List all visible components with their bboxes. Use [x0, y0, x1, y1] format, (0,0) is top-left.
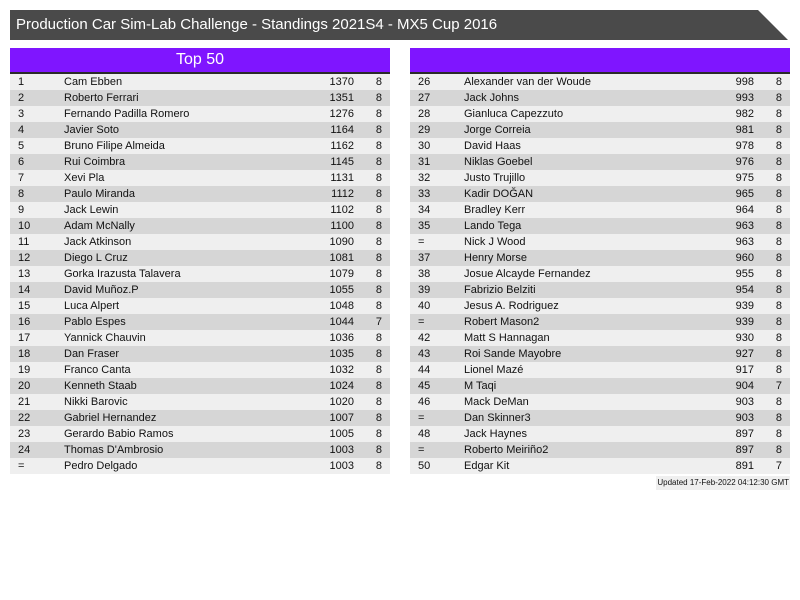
table-row	[410, 234, 790, 250]
rounds-cell: 7	[775, 460, 782, 472]
table-row	[10, 202, 390, 218]
driver-name-cell: Cam Ebben	[64, 76, 123, 88]
standings-rows-left	[10, 74, 390, 474]
position-cell: =	[418, 316, 425, 328]
points-cell: 978	[735, 140, 754, 152]
rounds-cell: 8	[775, 172, 782, 184]
table-row	[10, 266, 390, 282]
points-cell: 963	[735, 220, 754, 232]
driver-name-cell: Henry Morse	[464, 252, 527, 264]
rounds-cell: 8	[775, 348, 782, 360]
driver-name-cell: Roberto Meiriño2	[464, 444, 549, 456]
table-row	[410, 346, 790, 362]
table-row	[10, 74, 390, 90]
rounds-cell: 8	[375, 252, 382, 264]
position-cell: 32	[418, 172, 431, 184]
points-cell: 897	[735, 444, 754, 456]
table-row	[10, 442, 390, 458]
points-cell: 1164	[330, 124, 354, 136]
driver-name-cell: Dan Skinner3	[464, 412, 531, 424]
driver-name-cell: Nick J Wood	[464, 236, 526, 248]
table-row	[10, 250, 390, 266]
table-row	[410, 106, 790, 122]
position-cell: 11	[18, 236, 30, 248]
rounds-cell: 8	[775, 108, 782, 120]
rounds-cell: 8	[775, 220, 782, 232]
position-cell: 19	[18, 364, 31, 376]
position-cell: 16	[18, 316, 31, 328]
table-row	[10, 234, 390, 250]
points-cell: 1100	[330, 220, 354, 232]
rounds-cell: 8	[375, 172, 382, 184]
position-cell: 33	[418, 188, 431, 200]
rounds-cell: 8	[775, 444, 782, 456]
points-cell: 927	[735, 348, 754, 360]
table-row	[10, 410, 390, 426]
table-row	[410, 426, 790, 442]
panel-heading-right	[410, 48, 790, 74]
table-row	[10, 346, 390, 362]
rounds-cell: 8	[775, 252, 782, 264]
position-cell: 46	[418, 396, 431, 408]
position-cell: 28	[418, 108, 431, 120]
table-row	[410, 394, 790, 410]
position-cell: 18	[18, 348, 31, 360]
position-cell: 10	[18, 220, 31, 232]
rounds-cell: 8	[775, 140, 782, 152]
driver-name-cell: Alexander van der Woude	[464, 76, 591, 88]
driver-name-cell: Xevi Pla	[64, 172, 105, 184]
points-cell: 1102	[330, 204, 354, 216]
rounds-cell: 8	[375, 204, 382, 216]
rounds-cell: 8	[375, 412, 382, 424]
table-row	[410, 362, 790, 378]
points-cell: 1090	[329, 236, 354, 248]
points-cell: 993	[735, 92, 754, 104]
points-cell: 964	[735, 204, 754, 216]
rounds-cell: 8	[375, 332, 382, 344]
driver-name-cell: Gerardo Babio Ramos	[64, 428, 174, 440]
table-row	[10, 426, 390, 442]
position-cell: 37	[418, 252, 431, 264]
points-cell: 1351	[329, 92, 354, 104]
rounds-cell: 8	[775, 332, 782, 344]
rounds-cell: 8	[775, 124, 782, 136]
points-cell: 1032	[329, 364, 354, 376]
driver-name-cell: Lionel Mazé	[464, 364, 524, 376]
driver-name-cell: M Taqi	[464, 380, 497, 392]
rounds-cell: 8	[375, 220, 382, 232]
driver-name-cell: Jorge Correia	[464, 124, 531, 136]
driver-name-cell: Kenneth Staab	[64, 380, 137, 392]
points-cell: 955	[735, 268, 754, 280]
table-row	[10, 394, 390, 410]
points-cell: 1081	[329, 252, 354, 264]
driver-name-cell: Jack Johns	[464, 92, 520, 104]
rounds-cell: 8	[375, 124, 382, 136]
standings-panel-left	[10, 48, 390, 474]
table-row	[10, 170, 390, 186]
rounds-cell: 8	[375, 364, 382, 376]
driver-name-cell: Mack DeMan	[464, 396, 529, 408]
rounds-cell: 8	[775, 412, 782, 424]
driver-name-cell: Matt S Hannagan	[464, 332, 550, 344]
position-cell: 23	[18, 428, 31, 440]
points-cell: 1036	[329, 332, 354, 344]
rounds-cell: 8	[375, 444, 382, 456]
driver-name-cell: Gianluca Capezzuto	[464, 108, 564, 120]
driver-name-cell: Fabrizio Belziti	[464, 284, 536, 296]
points-cell: 930	[735, 332, 754, 344]
position-cell: 48	[418, 428, 431, 440]
position-cell: 1	[18, 76, 25, 88]
points-cell: 1048	[329, 300, 354, 312]
points-cell: 976	[735, 156, 754, 168]
position-cell: 14	[18, 284, 31, 296]
driver-name-cell: Pablo Espes	[64, 316, 126, 328]
points-cell: 1055	[329, 284, 354, 296]
rounds-cell: 8	[375, 236, 382, 248]
driver-name-cell: Dan Fraser	[64, 348, 120, 360]
driver-name-cell: Gabriel Hernandez	[64, 412, 157, 424]
driver-name-cell: Edgar Kit	[464, 460, 510, 472]
points-cell: 1276	[329, 108, 354, 120]
points-cell: 981	[735, 124, 754, 136]
driver-name-cell: Nikki Barovic	[64, 396, 128, 408]
driver-name-cell: Justo Trujillo	[464, 172, 526, 184]
position-cell: 22	[18, 412, 31, 424]
rounds-cell: 8	[375, 268, 382, 280]
points-cell: 903	[735, 396, 754, 408]
driver-name-cell: Luca Alpert	[64, 300, 120, 312]
table-row	[410, 218, 790, 234]
rounds-cell: 8	[775, 428, 782, 440]
position-cell: 45	[418, 380, 431, 392]
table-row	[10, 154, 390, 170]
position-cell: 12	[18, 252, 31, 264]
position-cell: 9	[18, 204, 25, 216]
position-cell: 20	[18, 380, 31, 392]
table-row	[410, 266, 790, 282]
driver-name-cell: Jack Atkinson	[64, 236, 132, 248]
driver-name-cell: Franco Canta	[64, 364, 131, 376]
points-cell: 917	[735, 364, 754, 376]
table-row	[10, 282, 390, 298]
points-cell: 891	[735, 460, 754, 472]
rounds-cell: 8	[375, 380, 382, 392]
points-cell: 965	[735, 188, 754, 200]
rounds-cell: 7	[375, 316, 382, 328]
table-row	[410, 410, 790, 426]
points-cell: 1024	[329, 380, 354, 392]
table-row	[410, 314, 790, 330]
points-cell: 963	[735, 236, 754, 248]
position-cell: 13	[18, 268, 31, 280]
points-cell: 960	[735, 252, 754, 264]
rounds-cell: 8	[775, 236, 782, 248]
driver-name-cell: David Muñoz.P	[64, 284, 139, 296]
position-cell: 3	[18, 108, 25, 120]
table-row	[410, 170, 790, 186]
position-cell: 4	[18, 124, 25, 136]
points-cell: 939	[735, 316, 754, 328]
driver-name-cell: Robert Mason2	[464, 316, 540, 328]
rounds-cell: 8	[775, 396, 782, 408]
table-row	[410, 442, 790, 458]
table-row	[410, 298, 790, 314]
table-row	[10, 330, 390, 346]
driver-name-cell: Niklas Goebel	[464, 156, 533, 168]
position-cell: 21	[18, 396, 31, 408]
points-cell: 1370	[329, 76, 354, 88]
points-cell: 903	[735, 412, 754, 424]
position-cell: 15	[18, 300, 31, 312]
standings-panel-right	[410, 48, 790, 474]
rounds-cell: 8	[375, 284, 382, 296]
position-cell: 40	[418, 300, 431, 312]
points-cell: 1020	[329, 396, 354, 408]
driver-name-cell: Kadir DOĞAN	[464, 188, 534, 200]
driver-name-cell: Adam McNally	[64, 220, 135, 232]
driver-name-cell: Bradley Kerr	[464, 204, 526, 216]
position-cell: 26	[418, 76, 431, 88]
rounds-cell: 8	[775, 268, 782, 280]
table-row	[410, 122, 790, 138]
table-row	[10, 138, 390, 154]
points-cell: 1003	[329, 444, 354, 456]
position-cell: 39	[418, 284, 431, 296]
rounds-cell: 8	[775, 76, 782, 88]
page-title: Production Car Sim-Lab Challenge - Standings 2021S4 - MX5 Cup 2016	[16, 16, 498, 33]
position-cell: =	[418, 236, 425, 248]
position-cell: 31	[418, 156, 431, 168]
points-cell: 939	[735, 300, 754, 312]
position-cell: =	[418, 412, 425, 424]
position-cell: 5	[18, 140, 25, 152]
rounds-cell: 8	[375, 76, 382, 88]
rounds-cell: 8	[775, 204, 782, 216]
driver-name-cell: Fernando Padilla Romero	[64, 108, 190, 120]
driver-name-cell: David Haas	[464, 140, 521, 152]
rounds-cell: 8	[775, 284, 782, 296]
position-cell: 6	[18, 156, 25, 168]
points-cell: 982	[735, 108, 754, 120]
driver-name-cell: Paulo Miranda	[64, 188, 135, 200]
points-cell: 1044	[329, 316, 354, 328]
position-cell: 8	[18, 188, 25, 200]
driver-name-cell: Bruno Filipe Almeida	[64, 140, 165, 152]
driver-name-cell: Yannick Chauvin	[64, 332, 146, 344]
rounds-cell: 8	[775, 92, 782, 104]
position-cell: 44	[418, 364, 431, 376]
table-row	[10, 106, 390, 122]
rounds-cell: 8	[775, 364, 782, 376]
driver-name-cell: Roi Sande Mayobre	[464, 348, 562, 360]
driver-name-cell: Rui Coimbra	[64, 156, 126, 168]
table-row	[10, 218, 390, 234]
rounds-cell: 8	[775, 156, 782, 168]
points-cell: 1131	[330, 172, 354, 184]
table-row	[410, 186, 790, 202]
driver-name-cell: Javier Soto	[64, 124, 120, 136]
points-cell: 954	[735, 284, 754, 296]
table-row	[410, 202, 790, 218]
position-cell: 17	[18, 332, 31, 344]
position-cell: =	[418, 444, 425, 456]
table-row	[10, 122, 390, 138]
rounds-cell: 8	[775, 316, 782, 328]
driver-name-cell: Roberto Ferrari	[64, 92, 139, 104]
points-cell: 1079	[329, 268, 354, 280]
table-row	[410, 90, 790, 106]
title-banner	[10, 10, 788, 40]
points-cell: 904	[735, 380, 754, 392]
rounds-cell: 8	[375, 108, 382, 120]
driver-name-cell: Jack Haynes	[464, 428, 527, 440]
position-cell: 29	[418, 124, 431, 136]
driver-name-cell: Jack Lewin	[64, 204, 119, 216]
table-row	[410, 138, 790, 154]
rounds-cell: 8	[375, 428, 382, 440]
rounds-cell: 8	[775, 188, 782, 200]
position-cell: 34	[418, 204, 431, 216]
table-row	[10, 298, 390, 314]
position-cell: 7	[18, 172, 25, 184]
points-cell: 975	[735, 172, 754, 184]
table-row	[410, 458, 790, 474]
rounds-cell: 8	[375, 396, 382, 408]
table-row	[10, 362, 390, 378]
driver-name-cell: Lando Tega	[464, 220, 522, 232]
table-row	[10, 314, 390, 330]
points-cell: 1007	[329, 412, 354, 424]
points-cell: 897	[735, 428, 754, 440]
points-cell: 1003	[329, 460, 354, 472]
points-cell: 1112	[331, 188, 354, 200]
position-cell: 30	[418, 140, 431, 152]
rounds-cell: 8	[375, 92, 382, 104]
table-row	[410, 282, 790, 298]
table-row	[10, 186, 390, 202]
rounds-cell: 8	[775, 300, 782, 312]
rounds-cell: 8	[375, 140, 382, 152]
points-cell: 1005	[329, 428, 354, 440]
rounds-cell: 8	[375, 188, 382, 200]
position-cell: 50	[418, 460, 431, 472]
driver-name-cell: Jesus A. Rodriguez	[464, 300, 559, 312]
panel-heading-left: Top 50	[10, 48, 390, 74]
position-cell: 27	[418, 92, 431, 104]
position-cell: 35	[418, 220, 431, 232]
rounds-cell: 8	[375, 300, 382, 312]
table-row	[410, 378, 790, 394]
table-row	[10, 90, 390, 106]
standings-rows-right	[410, 74, 790, 474]
table-row	[10, 378, 390, 394]
table-row	[410, 330, 790, 346]
rounds-cell: 8	[375, 460, 382, 472]
position-cell: 24	[18, 444, 31, 456]
points-cell: 998	[735, 76, 754, 88]
position-cell: =	[18, 460, 25, 472]
updated-timestamp: Updated 17-Feb-2022 04:12:30 GMT	[656, 476, 790, 490]
rounds-cell: 8	[375, 348, 382, 360]
rounds-cell: 8	[375, 156, 382, 168]
position-cell: 2	[18, 92, 25, 104]
driver-name-cell: Pedro Delgado	[64, 460, 138, 472]
points-cell: 1145	[330, 156, 354, 168]
points-cell: 1162	[330, 140, 354, 152]
driver-name-cell: Thomas D'Ambrosio	[64, 444, 164, 456]
rounds-cell: 7	[775, 380, 782, 392]
table-row	[410, 74, 790, 90]
driver-name-cell: Gorka Irazusta Talavera	[64, 268, 181, 280]
table-row	[10, 458, 390, 474]
driver-name-cell: Josue Alcayde Fernandez	[464, 268, 591, 280]
driver-name-cell: Diego L Cruz	[64, 252, 128, 264]
points-cell: 1035	[329, 348, 354, 360]
table-row	[410, 250, 790, 266]
table-row	[410, 154, 790, 170]
position-cell: 43	[418, 348, 431, 360]
position-cell: 38	[418, 268, 431, 280]
position-cell: 42	[418, 332, 431, 344]
